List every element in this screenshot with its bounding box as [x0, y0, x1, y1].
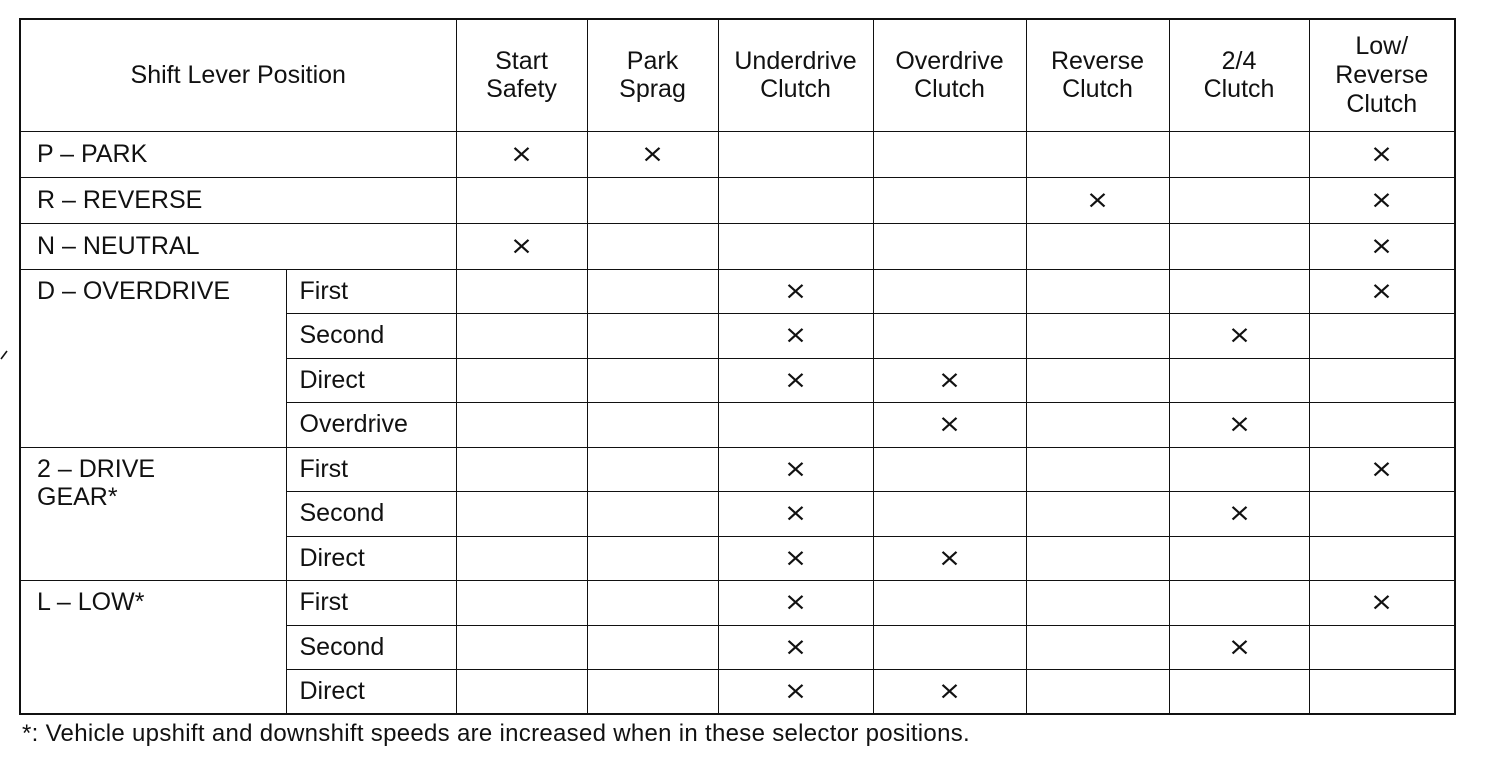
- shift-lever-position-header: Shift Lever Position: [20, 19, 456, 131]
- empty-cell: [587, 625, 718, 670]
- empty-cell: [587, 403, 718, 448]
- applied-mark-cell: [1169, 625, 1309, 670]
- empty-cell: [1026, 536, 1169, 581]
- applied-x-icon: ×: [783, 275, 808, 305]
- column-header: [456, 19, 587, 131]
- applied-mark-cell: [718, 358, 873, 403]
- column-header: [1026, 19, 1169, 131]
- empty-cell: [1169, 447, 1309, 492]
- shift-position-line: 2 – DRIVE: [37, 454, 156, 483]
- empty-cell: [1026, 223, 1169, 269]
- empty-cell: [1026, 581, 1169, 626]
- applied-mark-cell: [718, 536, 873, 581]
- empty-cell: [1026, 625, 1169, 670]
- empty-cell: [1309, 492, 1455, 537]
- applied-x-icon: ×: [783, 542, 808, 572]
- chart-body: [20, 19, 1455, 714]
- column-header-line: Underdrive: [734, 46, 857, 75]
- applied-mark-cell: [1026, 177, 1169, 223]
- empty-cell: [873, 581, 1026, 626]
- empty-cell: [873, 223, 1026, 269]
- column-header: [1169, 19, 1309, 131]
- applied-x-icon: ×: [1370, 453, 1394, 483]
- applied-x-icon: ×: [1085, 184, 1110, 214]
- empty-cell: [873, 492, 1026, 537]
- applied-mark-cell: [718, 581, 873, 626]
- shift-position-line: GEAR*: [37, 483, 118, 512]
- column-header-line: Overdrive: [895, 46, 1004, 75]
- gear-label: Second: [286, 625, 456, 670]
- empty-cell: [1026, 314, 1169, 359]
- empty-cell: [587, 177, 718, 223]
- empty-cell: [1169, 223, 1309, 269]
- applied-x-icon: ×: [640, 138, 665, 168]
- empty-cell: [587, 314, 718, 359]
- applied-x-icon: ×: [937, 409, 962, 439]
- empty-cell: [587, 492, 718, 537]
- applied-mark-cell: [873, 536, 1026, 581]
- empty-cell: [456, 581, 587, 626]
- empty-cell: [873, 314, 1026, 359]
- column-header: [873, 19, 1026, 131]
- empty-cell: [1026, 447, 1169, 492]
- applied-mark-cell: [718, 314, 873, 359]
- empty-cell: [456, 177, 587, 223]
- applied-x-icon: ×: [783, 364, 808, 394]
- shift-position-line: L – LOW*: [37, 588, 145, 616]
- empty-cell: [1169, 581, 1309, 626]
- table-row: [20, 131, 1455, 177]
- gear-label: Direct: [286, 536, 456, 581]
- table-row: [20, 269, 1455, 314]
- table-row: [20, 223, 1455, 269]
- empty-cell: [718, 223, 873, 269]
- table-row: [20, 177, 1455, 223]
- applied-x-icon: ×: [937, 542, 962, 572]
- column-header-line: Start: [495, 46, 548, 75]
- empty-cell: [587, 447, 718, 492]
- empty-cell: [587, 223, 718, 269]
- applied-mark-cell: [718, 670, 873, 715]
- empty-cell: [873, 131, 1026, 177]
- empty-cell: [456, 670, 587, 715]
- applied-x-icon: ×: [937, 364, 962, 394]
- applied-x-icon: ×: [783, 453, 808, 483]
- applied-mark-cell: [587, 131, 718, 177]
- shift-position-label: P – PARK: [20, 131, 456, 177]
- empty-cell: [873, 177, 1026, 223]
- applied-mark-cell: [1309, 131, 1455, 177]
- shift-position-label: [20, 581, 286, 715]
- applied-mark-cell: [718, 492, 873, 537]
- table-row: [20, 447, 1455, 492]
- applied-mark-cell: [1169, 314, 1309, 359]
- empty-cell: [1169, 670, 1309, 715]
- applied-x-icon: ×: [1227, 498, 1251, 528]
- empty-cell: [873, 447, 1026, 492]
- empty-cell: [456, 447, 587, 492]
- applied-mark-cell: [873, 670, 1026, 715]
- column-header-line: Reverse: [1050, 46, 1145, 75]
- applied-x-icon: ×: [783, 587, 808, 617]
- column-header-line: Clutch: [914, 75, 985, 104]
- empty-cell: [873, 625, 1026, 670]
- column-header-line: Clutch: [1062, 75, 1133, 104]
- gear-label: First: [286, 269, 456, 314]
- applied-x-icon: ×: [937, 676, 962, 706]
- header-row: [20, 19, 1455, 131]
- applied-mark-cell: [1309, 223, 1455, 269]
- empty-cell: [1169, 358, 1309, 403]
- applied-x-icon: ×: [1227, 320, 1251, 350]
- shift-position-label: R – REVERSE: [20, 177, 456, 223]
- gear-label: First: [286, 447, 456, 492]
- empty-cell: [587, 269, 718, 314]
- applied-mark-cell: [718, 625, 873, 670]
- applied-mark-cell: [873, 358, 1026, 403]
- shift-position-label: [20, 447, 286, 581]
- column-header-line: Clutch: [1346, 89, 1418, 118]
- empty-cell: [587, 581, 718, 626]
- applied-x-icon: ×: [1370, 587, 1394, 617]
- applied-mark-cell: [1309, 581, 1455, 626]
- empty-cell: [1309, 625, 1455, 670]
- empty-cell: [1026, 358, 1169, 403]
- applied-x-icon: ×: [783, 631, 808, 661]
- empty-cell: [1309, 358, 1455, 403]
- column-header: [718, 19, 873, 131]
- shift-position-label: N – NEUTRAL: [20, 223, 456, 269]
- applied-mark-cell: [456, 131, 587, 177]
- empty-cell: [1309, 314, 1455, 359]
- empty-cell: [587, 670, 718, 715]
- column-header-line: 2/4: [1221, 46, 1257, 75]
- empty-cell: [456, 536, 587, 581]
- table-row: [20, 581, 1455, 626]
- empty-cell: [1026, 403, 1169, 448]
- clutch-application-chart: [19, 18, 1456, 715]
- empty-cell: [1309, 670, 1455, 715]
- empty-cell: [456, 625, 587, 670]
- gear-label: Second: [286, 314, 456, 359]
- gear-label: Overdrive: [286, 403, 456, 448]
- applied-mark-cell: [456, 223, 587, 269]
- column-header-line: Low/: [1355, 32, 1409, 61]
- applied-x-icon: ×: [1370, 138, 1394, 168]
- applied-x-icon: ×: [509, 138, 534, 168]
- edge-tick-mark: [0, 350, 8, 360]
- applied-mark-cell: [718, 269, 873, 314]
- applied-x-icon: ×: [1370, 275, 1394, 305]
- column-header-line: Clutch: [760, 75, 831, 104]
- empty-cell: [1309, 403, 1455, 448]
- empty-cell: [1169, 269, 1309, 314]
- applied-x-icon: ×: [509, 230, 534, 260]
- applied-x-icon: ×: [783, 498, 808, 528]
- applied-x-icon: ×: [783, 676, 808, 706]
- empty-cell: [718, 177, 873, 223]
- empty-cell: [718, 403, 873, 448]
- applied-mark-cell: [873, 403, 1026, 448]
- applied-x-icon: ×: [1370, 230, 1394, 260]
- empty-cell: [1169, 177, 1309, 223]
- applied-mark-cell: [1309, 447, 1455, 492]
- empty-cell: [718, 131, 873, 177]
- empty-cell: [456, 314, 587, 359]
- empty-cell: [1026, 131, 1169, 177]
- empty-cell: [1026, 269, 1169, 314]
- empty-cell: [1169, 131, 1309, 177]
- column-header: [587, 19, 718, 131]
- gear-label: Direct: [286, 670, 456, 715]
- empty-cell: [1026, 670, 1169, 715]
- applied-x-icon: ×: [1370, 184, 1394, 214]
- empty-cell: [456, 358, 587, 403]
- column-header: [1309, 19, 1455, 131]
- applied-mark-cell: [1309, 269, 1455, 314]
- applied-mark-cell: [1169, 403, 1309, 448]
- applied-x-icon: ×: [783, 320, 808, 350]
- applied-mark-cell: [718, 447, 873, 492]
- empty-cell: [587, 358, 718, 403]
- empty-cell: [1309, 536, 1455, 581]
- footnote: *: Vehicle upshift and downshift speeds are increased when in these selector positions.: [22, 720, 970, 747]
- empty-cell: [456, 269, 587, 314]
- applied-mark-cell: [1309, 177, 1455, 223]
- empty-cell: [1026, 492, 1169, 537]
- applied-mark-cell: [1169, 492, 1309, 537]
- empty-cell: [873, 269, 1026, 314]
- gear-label: Direct: [286, 358, 456, 403]
- column-header-line: Safety: [486, 75, 557, 104]
- gear-label: First: [286, 581, 456, 626]
- column-header-line: Reverse: [1335, 60, 1429, 89]
- applied-x-icon: ×: [1227, 409, 1251, 439]
- column-header-line: Park: [626, 46, 679, 75]
- empty-cell: [456, 492, 587, 537]
- column-header-line: Sprag: [619, 75, 686, 104]
- empty-cell: [587, 536, 718, 581]
- empty-cell: [456, 403, 587, 448]
- applied-x-icon: ×: [1227, 631, 1251, 661]
- column-header-line: Clutch: [1203, 75, 1275, 104]
- empty-cell: [1169, 536, 1309, 581]
- shift-position-label: [20, 269, 286, 447]
- gear-label: Second: [286, 492, 456, 537]
- shift-position-line: D – OVERDRIVE: [37, 276, 231, 305]
